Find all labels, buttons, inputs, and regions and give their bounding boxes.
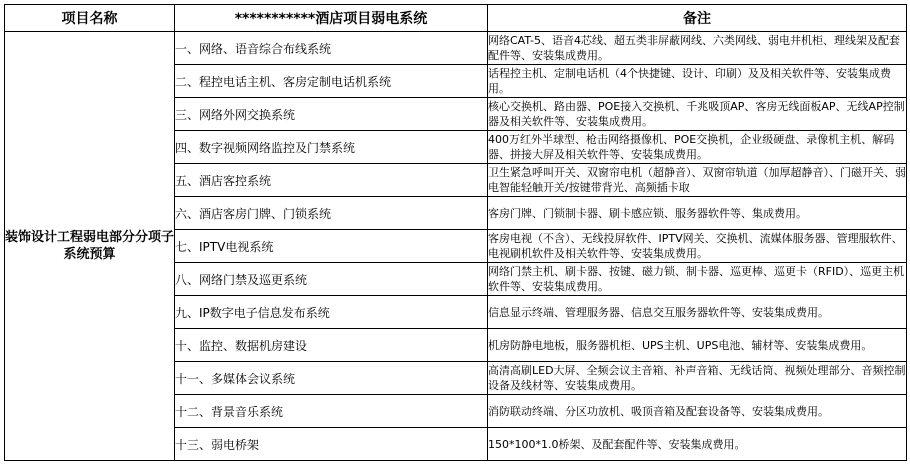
system-cell: 五、酒店客控系统: [175, 164, 488, 197]
system-cell: 四、数字视频网络监控及门禁系统: [175, 131, 488, 164]
system-cell: 六、酒店客房门牌、门锁系统: [175, 197, 488, 230]
system-cell: 一、网络、语音综合布线系统: [175, 32, 488, 65]
system-cell: 十三、弱电桥架: [175, 428, 488, 461]
remark-cell: 客房门牌、门锁制卡器、刷卡感应锁、服务器软件等、集成费用。: [488, 197, 907, 230]
budget-table: [4, 4, 907, 461]
project-name-cell: 装饰设计工程弱电部分分项子系统预算: [5, 32, 175, 461]
system-cell: 八、网络门禁及巡更系统: [175, 263, 488, 296]
system-cell: 十、监控、数据机房建设: [175, 329, 488, 362]
system-cell: 二、程控电话主机、客房定制电话机系统: [175, 65, 488, 98]
remark-cell: 150*100*1.0桥架、及配套配件等、安装集成费用。: [488, 428, 907, 461]
remark-cell: 400万红外半球型、枪击网络摄像机、POE交换机，企业级硬盘、录像机主机、解码器、拼接大屏及相关软件等、安装集成费用。: [488, 131, 907, 164]
header-project-name: 项目名称: [5, 5, 175, 32]
remark-cell: 消防联动终端、分区功放机、吸顶音箱及配套设备等、安装集成费用。: [488, 395, 907, 428]
system-cell: 三、网络外网交换系统: [175, 98, 488, 131]
table-row: [5, 32, 907, 65]
remark-cell: 核心交换机、路由器、POE接入交换机、千兆吸顶AP、客房无线面板AP、无线AP控制器及相关软件等、安装集成费用。: [488, 98, 907, 131]
remark-cell: 客房电视（不含）、无线投屏软件、IPTV网关、交换机、流媒体服务器、管理服软件、电视刷机软件及相关软件等、安装集成费用。: [488, 230, 907, 263]
remark-cell: 高清高刷LED大屏、全频会议主音箱、补声音箱、无线话筒、视频处理部分、音频控制设备及线材等、安装集成费用。: [488, 362, 907, 395]
system-cell: 七、IPTV电视系统: [175, 230, 488, 263]
table-header-row: [5, 5, 907, 32]
remark-cell: 机房防静电地板，服务器机柜、UPS主机、UPS电池、辅材等、安装集成费用。: [488, 329, 907, 362]
header-system: ***********酒店项目弱电系统: [175, 5, 488, 32]
remark-cell: 网络门禁主机、刷卡器、按键、磁力锁、制卡器、巡更棒、巡更卡（RFID）、巡更主机软件等、安装集成费用。: [488, 263, 907, 296]
system-cell: 十一、多媒体会议系统: [175, 362, 488, 395]
budget-table-container: [4, 4, 906, 461]
system-cell: 九、IP数字电子信息发布系统: [175, 296, 488, 329]
remark-cell: 信息显示终端、管理服务器、信息交互服务器软件等、安装集成费用。: [488, 296, 907, 329]
remark-cell: 卫生紧急呼叫开关、双窗帘电机（超静音）、双窗帘轨道（加厚超静音）、门磁开关、弱电智能轻触开关/按键带背光、高频插卡取: [488, 164, 907, 197]
system-cell: 十二、背景音乐系统: [175, 395, 488, 428]
remark-cell: 话程控主机、定制电话机（4个快捷键、设计、印刷）及及相关软件等、安装集成费用。: [488, 65, 907, 98]
header-remark: 备注: [488, 5, 907, 32]
remark-cell: 网络CAT-5、语音4芯线、超五类非屏蔽网线、六类网线、弱电井机柜、理线架及配套配件等、安装集成费用。: [488, 32, 907, 65]
